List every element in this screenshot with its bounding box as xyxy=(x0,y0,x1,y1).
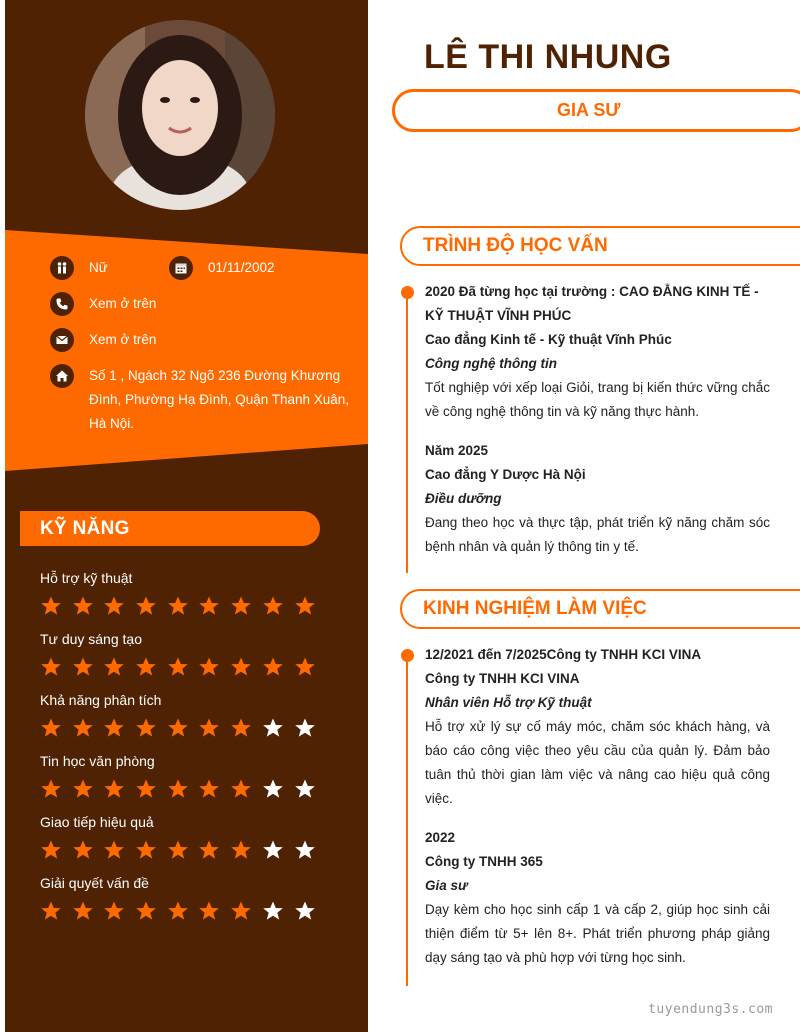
skill-item xyxy=(40,812,325,861)
entry-company: Công ty TNHH 365 xyxy=(425,854,543,869)
birthdate-text: 01/11/2002 xyxy=(208,260,275,275)
star-filled-icon xyxy=(294,656,316,678)
calendar-icon xyxy=(169,256,193,280)
entry-description: Hỗ trợ xử lý sự cố máy móc, chăm sóc khách hàng, và báo cáo công việc theo yêu cầu của quản lý. Đảm bảo tuân thủ thời gian làm việc và nâng cao hiệu quả công việc. xyxy=(425,719,770,806)
home-icon xyxy=(50,364,74,388)
star-filled-icon xyxy=(72,778,94,800)
star-filled-icon xyxy=(230,656,252,678)
star-filled-icon xyxy=(135,595,157,617)
email-icon xyxy=(50,328,74,352)
star-filled-icon xyxy=(167,839,189,861)
skill-rating xyxy=(40,656,325,678)
education-heading xyxy=(400,226,800,266)
star-empty-icon xyxy=(262,900,284,922)
avatar xyxy=(85,20,275,210)
entry-school: Cao đẳng Kinh tế - Kỹ thuật Vĩnh Phúc xyxy=(425,332,672,347)
education-entry xyxy=(425,439,770,559)
education-entry xyxy=(425,280,770,424)
star-empty-icon xyxy=(294,900,316,922)
entry-period: 2022 xyxy=(425,830,456,845)
star-filled-icon xyxy=(198,839,220,861)
star-filled-icon xyxy=(167,717,189,739)
star-filled-icon xyxy=(167,900,189,922)
skill-item xyxy=(40,629,325,678)
skill-rating xyxy=(40,839,325,861)
star-filled-icon xyxy=(103,778,125,800)
star-filled-icon xyxy=(230,839,252,861)
contact-band xyxy=(5,230,368,471)
entry-position: Nhân viên Hỗ trợ Kỹ thuật xyxy=(425,695,592,710)
star-filled-icon xyxy=(40,595,62,617)
entry-position: Gia sư xyxy=(425,878,468,893)
star-filled-icon xyxy=(230,900,252,922)
star-filled-icon xyxy=(103,839,125,861)
star-filled-icon xyxy=(230,595,252,617)
star-filled-icon xyxy=(230,717,252,739)
timeline-dot xyxy=(401,649,414,662)
skill-rating xyxy=(40,778,325,800)
gender-text: Nữ xyxy=(89,260,108,275)
star-empty-icon xyxy=(294,839,316,861)
star-filled-icon xyxy=(103,717,125,739)
skill-label: Tin học văn phòng xyxy=(40,753,155,769)
entry-description: Dạy kèm cho học sinh cấp 1 và cấp 2, giúp học sinh cải thiện điểm từ 5+ lên 8+. Phát triển phương pháp giảng dạy sáng tạo và phù hợp với từng học sinh. xyxy=(425,902,770,965)
star-filled-icon xyxy=(294,595,316,617)
star-filled-icon xyxy=(103,900,125,922)
timeline-dot xyxy=(401,286,414,299)
skill-item xyxy=(40,751,325,800)
education-timeline xyxy=(406,290,408,573)
skill-rating xyxy=(40,900,325,922)
star-filled-icon xyxy=(40,778,62,800)
star-filled-icon xyxy=(135,656,157,678)
entry-period: 12/2021 đến 7/2025Công ty TNHH KCI VINA xyxy=(425,647,702,662)
skill-label: Hỗ trợ kỹ thuật xyxy=(40,570,133,586)
entry-company: Công ty TNHH KCI VINA xyxy=(425,671,580,686)
star-filled-icon xyxy=(135,900,157,922)
star-filled-icon xyxy=(198,656,220,678)
star-filled-icon xyxy=(135,839,157,861)
star-empty-icon xyxy=(262,839,284,861)
gender-icon xyxy=(50,256,74,280)
star-filled-icon xyxy=(72,595,94,617)
entry-period: 2020 Đã từng học tại trường : CAO ĐẲNG KINH TẾ - KỸ THUẬT VĨNH PHÚC xyxy=(425,284,759,323)
skill-item xyxy=(40,568,325,617)
entry-major: Công nghệ thông tin xyxy=(425,356,557,371)
skills-heading xyxy=(20,511,320,546)
star-filled-icon xyxy=(167,595,189,617)
experience-entry xyxy=(425,643,770,811)
skills-heading-text: KỸ NĂNG xyxy=(40,518,130,539)
star-empty-icon xyxy=(294,717,316,739)
skill-label: Giao tiếp hiệu quả xyxy=(40,814,154,830)
gender-row xyxy=(50,256,108,280)
watermark: tuyendung3s.com xyxy=(648,1002,773,1017)
entry-description: Đang theo học và thực tập, phát triển kỹ năng chăm sóc bệnh nhân và quản lý thông tin y tế. xyxy=(425,515,770,554)
job-title: GIA SƯ xyxy=(557,100,621,120)
experience-heading-text: KINH NGHIỆM LÀM VIỆC xyxy=(423,598,647,619)
star-filled-icon xyxy=(72,717,94,739)
experience-heading xyxy=(400,589,800,629)
candidate-name: LÊ THI NHUNG xyxy=(424,38,672,76)
education-heading-text: TRÌNH ĐỘ HỌC VẤN xyxy=(423,235,608,256)
star-filled-icon xyxy=(135,778,157,800)
skill-label: Khả năng phân tích xyxy=(40,692,162,708)
phone-row xyxy=(50,292,156,316)
address-text: Số 1 , Ngách 32 Ngõ 236 Đường Khương Đình, Phường Hạ Đình, Quận Thanh Xuân, Hà Nội. xyxy=(89,368,350,431)
star-filled-icon xyxy=(230,778,252,800)
star-filled-icon xyxy=(72,839,94,861)
star-empty-icon xyxy=(294,778,316,800)
star-filled-icon xyxy=(167,778,189,800)
birthdate-row xyxy=(169,256,275,280)
star-filled-icon xyxy=(135,717,157,739)
skill-label: Tư duy sáng tạo xyxy=(40,631,142,647)
star-filled-icon xyxy=(103,656,125,678)
email-text: Xem ở trên xyxy=(89,332,157,347)
star-filled-icon xyxy=(40,656,62,678)
star-filled-icon xyxy=(40,717,62,739)
job-title-pill xyxy=(392,89,800,132)
star-filled-icon xyxy=(167,656,189,678)
sidebar xyxy=(5,0,368,1032)
phone-text: Xem ở trên xyxy=(89,296,157,311)
star-filled-icon xyxy=(72,900,94,922)
star-filled-icon xyxy=(262,595,284,617)
star-filled-icon xyxy=(40,900,62,922)
star-filled-icon xyxy=(103,595,125,617)
phone-icon xyxy=(50,292,74,316)
skill-label: Giải quyết vấn đề xyxy=(40,875,149,891)
star-filled-icon xyxy=(198,900,220,922)
entry-description: Tốt nghiệp với xếp loại Giỏi, trang bị kiến thức vững chắc về công nghệ thông tin và kỹ năng thực hành. xyxy=(425,380,770,419)
skill-item xyxy=(40,873,325,922)
entry-major: Điều dưỡng xyxy=(425,491,502,506)
skill-rating xyxy=(40,595,325,617)
skill-item xyxy=(40,690,325,739)
star-empty-icon xyxy=(262,717,284,739)
star-filled-icon xyxy=(72,656,94,678)
star-filled-icon xyxy=(198,595,220,617)
experience-entry xyxy=(425,826,770,970)
star-filled-icon xyxy=(262,656,284,678)
address-row xyxy=(50,364,359,436)
star-filled-icon xyxy=(198,717,220,739)
star-empty-icon xyxy=(262,778,284,800)
skill-rating xyxy=(40,717,325,739)
email-row xyxy=(50,328,156,352)
star-filled-icon xyxy=(198,778,220,800)
experience-timeline xyxy=(406,653,408,986)
entry-period: Năm 2025 xyxy=(425,443,489,458)
star-filled-icon xyxy=(40,839,62,861)
entry-school: Cao đẳng Y Dược Hà Nội xyxy=(425,467,586,482)
